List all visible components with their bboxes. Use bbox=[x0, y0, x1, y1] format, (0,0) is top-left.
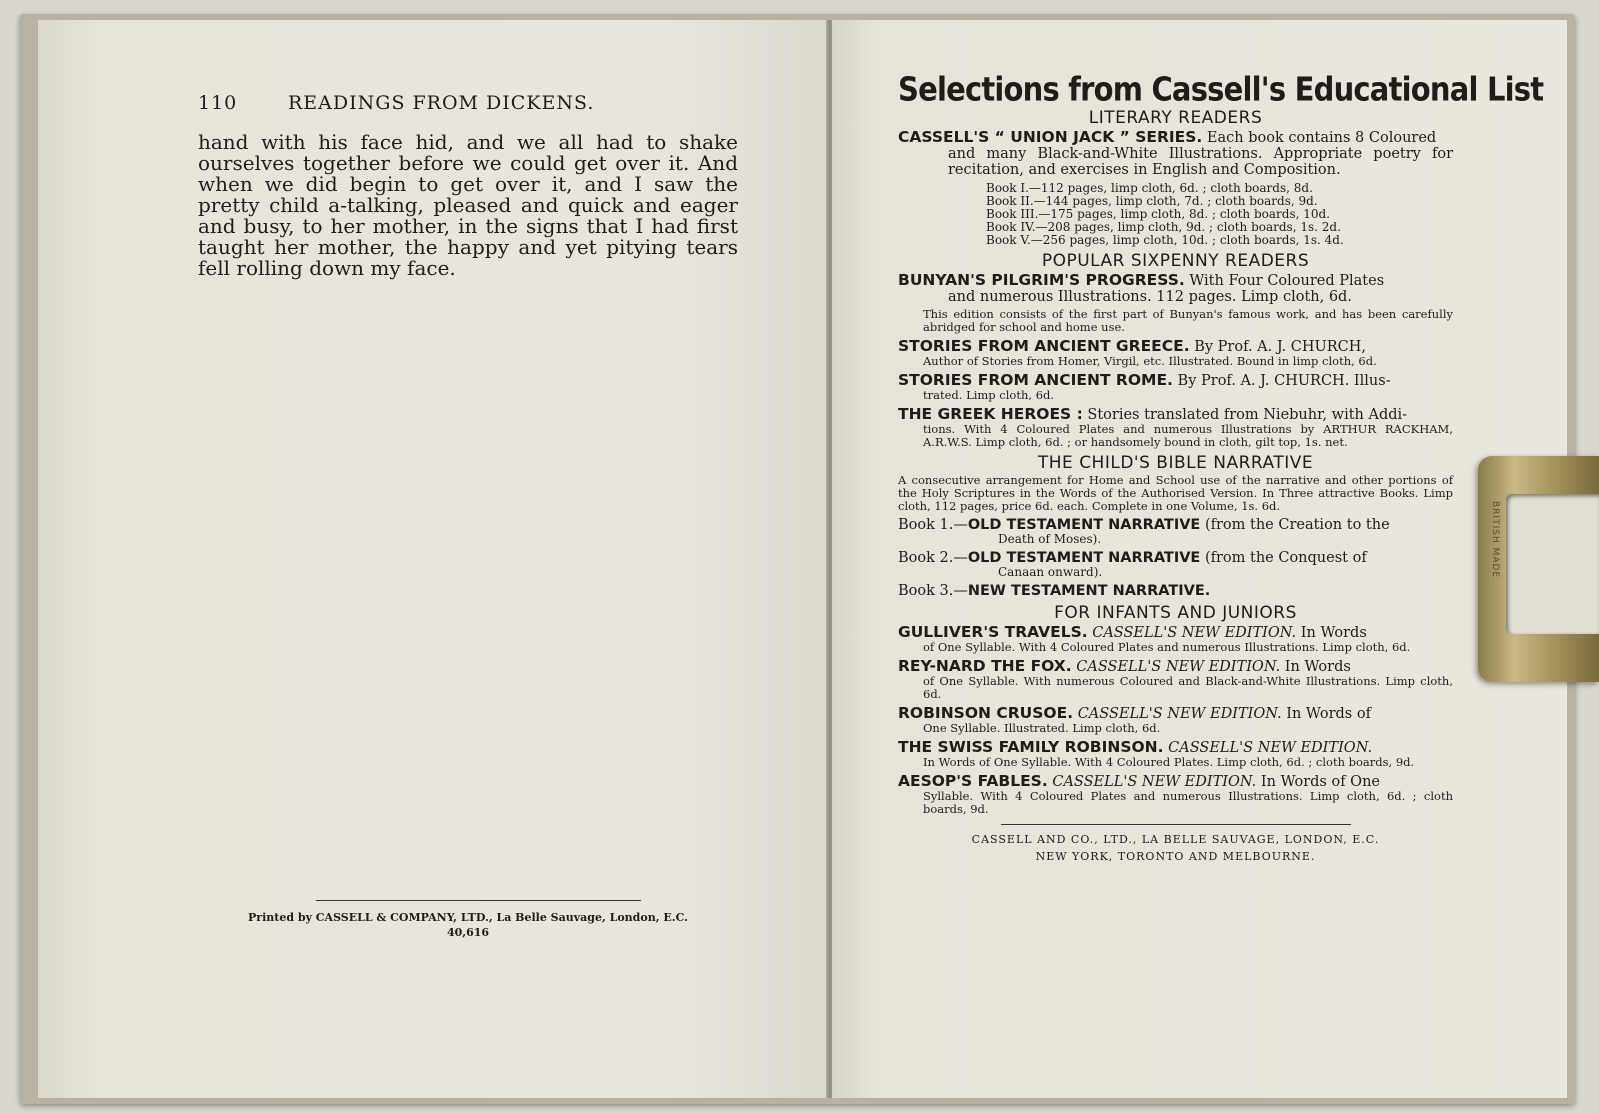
clip-stamp: BRITISH MADE bbox=[1490, 501, 1500, 579]
entry-crusoe bbox=[898, 705, 1453, 735]
book-title: OLD TESTAMENT NARRATIVE bbox=[967, 517, 1201, 533]
entry-desc: In Words bbox=[1280, 659, 1351, 675]
running-head-title: READINGS FROM DICKENS. bbox=[288, 92, 595, 114]
entry-edition: CASSELL'S NEW EDITION. bbox=[1163, 740, 1373, 756]
entry-desc-cont: One Syllable. Illustrated. Limp cloth, 6d. bbox=[923, 721, 1161, 735]
bible-book-3 bbox=[898, 583, 1453, 599]
entry-desc: By Prof. A. J. CHURCH. Illus- bbox=[1172, 373, 1391, 389]
entry-gulliver bbox=[898, 624, 1453, 654]
entry-title: BUNYAN'S PILGRIM'S PROGRESS. bbox=[898, 271, 1185, 289]
left-running-head bbox=[198, 92, 758, 114]
entry-aesop bbox=[898, 773, 1453, 816]
list-item: Book IV.—208 pages, limp cloth, 9d. ; cloth boards, 1s. 2d. bbox=[986, 220, 1341, 234]
entry-desc-cont: tions. With 4 Coloured Plates and numerous Illustrations by ARTHUR RACKHAM, A.R.W.S. Limp cloth, 6d. ; or handsomely bound in cloth, gilt top, 1s. net. bbox=[923, 422, 1453, 449]
entry-edition: CASSELL'S NEW EDITION. bbox=[1073, 706, 1282, 722]
entry-desc-cont: trated. Limp cloth, 6d. bbox=[923, 388, 1055, 402]
entry-desc: With Four Coloured Plates bbox=[1184, 273, 1385, 289]
footer-rule bbox=[1001, 824, 1351, 825]
section-sixpenny-readers: POPULAR SIXPENNY READERS bbox=[1041, 251, 1310, 271]
entry-desc: In Words of One bbox=[1256, 774, 1380, 790]
bible-intro: A consecutive arrangement for Home and School use of the narrative and other portions of the Holy Scriptures in the Words of the Authorised Version. In Three attractive Books. Limp cloth, 112 pages, price 6d. each. Complete in one Volume, 1s. 6d. bbox=[898, 473, 1453, 513]
entry-desc: In Words bbox=[1296, 625, 1367, 641]
publisher-footer bbox=[898, 831, 1453, 865]
book-desc-cont: Canaan onward). bbox=[998, 565, 1103, 579]
entry-desc-cont: In Words of One Syllable. With 4 Coloured Plates. Limp cloth, 6d. ; cloth boards, 9d. bbox=[923, 755, 1415, 769]
entry-desc: Each book contains 8 Coloured bbox=[1202, 130, 1437, 146]
book-prefix: Book 2.— bbox=[898, 550, 968, 566]
list-title: Selections from Cassell's Educational List bbox=[898, 69, 1544, 109]
book-title: OLD TESTAMENT NARRATIVE bbox=[967, 550, 1201, 566]
entry-title: GULLIVER'S TRAVELS. bbox=[898, 623, 1088, 641]
entry-title: STORIES FROM ANCIENT GREECE. bbox=[898, 337, 1190, 355]
page-number: 110 bbox=[198, 92, 238, 114]
book-desc: (from the Conquest of bbox=[1200, 550, 1367, 566]
book-prefix: Book 3.— bbox=[898, 583, 968, 599]
entry-greek-heroes bbox=[898, 406, 1453, 449]
entry-union-jack bbox=[898, 129, 1453, 178]
entry-title: AESOP'S FABLES. bbox=[898, 772, 1048, 790]
printer-imprint bbox=[238, 910, 698, 940]
entry-desc: Stories translated from Niebuhr, with Addi- bbox=[1082, 407, 1408, 423]
book-desc: (from the Creation to the bbox=[1200, 517, 1390, 533]
entry-swiss-family bbox=[898, 739, 1453, 769]
entry-title: CASSELL'S “ UNION JACK ” SERIES. bbox=[898, 128, 1203, 146]
entry-edition: CASSELL'S NEW EDITION. bbox=[1087, 625, 1297, 641]
bible-book-2 bbox=[898, 550, 1453, 579]
entry-reynard bbox=[898, 658, 1453, 701]
entry-title: ROBINSON CRUSOE. bbox=[898, 704, 1074, 722]
list-item: Book III.—175 pages, limp cloth, 8d. ; cloth boards, 10d. bbox=[986, 207, 1331, 221]
entry-edition: CASSELL'S NEW EDITION. bbox=[1047, 774, 1257, 790]
right-page bbox=[832, 20, 1567, 1098]
entry-desc: By Prof. A. J. CHURCH, bbox=[1189, 339, 1366, 355]
imprint-line-2: 40,616 bbox=[446, 926, 490, 939]
entry-note: This edition consists of the first part of Bunyan's famous work, and has been carefully abridged for school and home use. bbox=[923, 307, 1453, 334]
footer-line-1: CASSELL AND CO., LTD., LA BELLE SAUVAGE, LONDON, E.C. bbox=[971, 833, 1380, 846]
entry-edition: CASSELL'S NEW EDITION. bbox=[1071, 659, 1281, 675]
left-body-text: hand with his face hid, and we all had to shake ourselves together before we could get over it. And when we did begin to get over it, and I saw the pretty child a-talking, pleased and quick and eager and busy, to her mother, in the signs that I had first taught her mother, the happy and yet pitying tears fell rolling down my face. bbox=[198, 130, 738, 280]
section-literary-readers: LITERARY READERS bbox=[1088, 108, 1263, 128]
book-price-list bbox=[898, 182, 1453, 247]
entry-desc: In Words of bbox=[1281, 706, 1371, 722]
bible-book-1 bbox=[898, 517, 1453, 546]
section-bible-narrative: THE CHILD'S BIBLE NARRATIVE bbox=[1037, 453, 1314, 473]
list-item: Book I.—112 pages, limp cloth, 6d. ; cloth boards, 8d. bbox=[986, 181, 1313, 195]
entry-desc-cont: Author of Stories from Homer, Virgil, etc. Illustrated. Bound in limp cloth, 6d. bbox=[923, 354, 1377, 368]
entry-title: THE GREEK HEROES : bbox=[898, 405, 1083, 423]
entry-desc-cont: of One Syllable. With 4 Coloured Plates and numerous Illustrations. Limp cloth, 6d. bbox=[923, 640, 1411, 654]
entry-desc-cont: Syllable. With 4 Coloured Plates and numerous Illustrations. Limp cloth, 6d. ; cloth boards, 9d. bbox=[923, 789, 1453, 816]
footer-line-2: NEW YORK, TORONTO AND MELBOURNE. bbox=[1035, 850, 1316, 863]
book-desc-cont: Death of Moses). bbox=[998, 532, 1102, 546]
entry-desc-cont: and many Black-and-White Illustrations. Appropriate poetry for recitation, and exercises in English and Composition. bbox=[948, 146, 1453, 178]
entry-title: REY-NARD THE FOX. bbox=[898, 657, 1072, 675]
imprint-rule bbox=[316, 900, 641, 901]
list-item: Book II.—144 pages, limp cloth, 7d. ; cloth boards, 9d. bbox=[986, 194, 1318, 208]
entry-title: THE SWISS FAMILY ROBINSON. bbox=[898, 738, 1164, 756]
entry-desc-cont: of One Syllable. With numerous Coloured and Black-and-White Illustrations. Limp cloth, 6d. bbox=[923, 674, 1453, 701]
entry-rome bbox=[898, 372, 1453, 402]
brass-page-clip bbox=[1478, 456, 1599, 682]
entry-greece bbox=[898, 338, 1453, 368]
section-infants-juniors: FOR INFANTS AND JUNIORS bbox=[1054, 603, 1297, 623]
imprint-line-1: Printed by CASSELL & COMPANY, LTD., La Belle Sauvage, London, E.C. bbox=[248, 911, 688, 924]
left-page bbox=[38, 20, 828, 1098]
book-title: NEW TESTAMENT NARRATIVE. bbox=[967, 583, 1211, 599]
open-book bbox=[20, 14, 1575, 1104]
entry-title: STORIES FROM ANCIENT ROME. bbox=[898, 371, 1173, 389]
book-prefix: Book 1.— bbox=[898, 517, 968, 533]
entry-bunyan bbox=[898, 272, 1453, 334]
clip-opening bbox=[1506, 494, 1599, 634]
list-item: Book V.—256 pages, limp cloth, 10d. ; cloth boards, 1s. 4d. bbox=[986, 233, 1344, 247]
entry-desc-cont: and numerous Illustrations. 112 pages. Limp cloth, 6d. bbox=[948, 289, 1352, 305]
